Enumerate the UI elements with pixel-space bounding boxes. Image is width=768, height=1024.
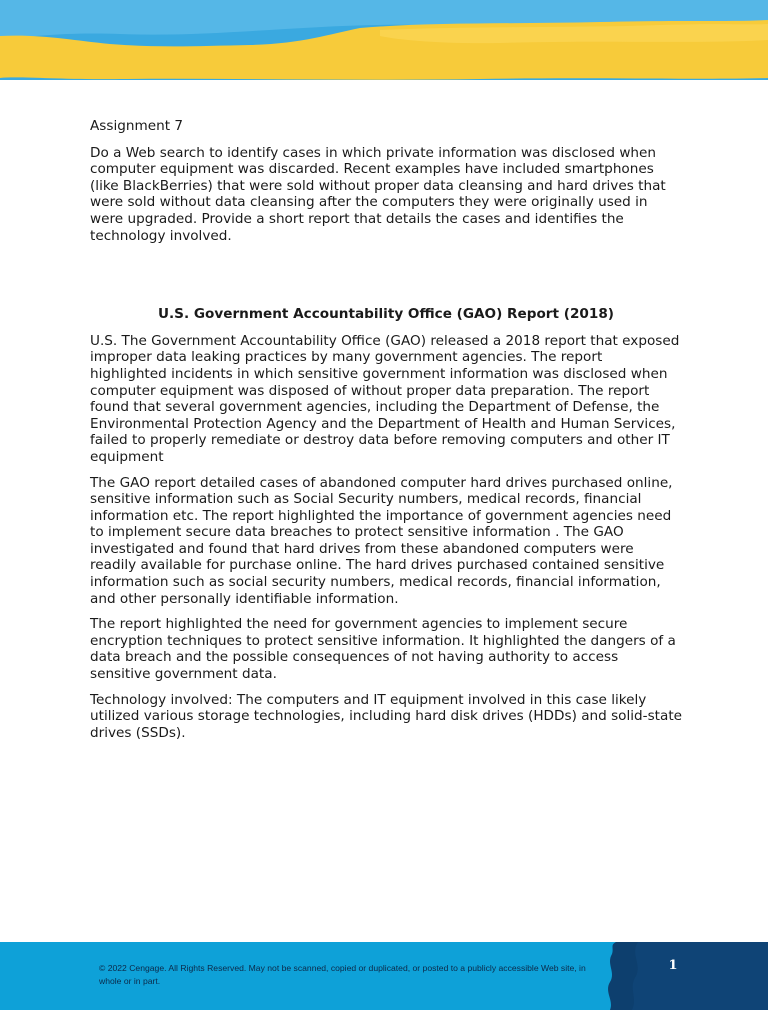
document-body (90, 118, 682, 750)
assignment-prompt: Do a Web search to identify cases in which private information was disclosed when computer equipment was discarded. Recent examples have included smartphones (like BlackBerries) that were sold without proper data cleansing and hard drives that were sold without data cleansing after the computers they were originally used in were upgraded. Provide a short report that details the cases and identifies the technology involved. (90, 144, 666, 244)
page-footer (0, 942, 768, 1010)
footer-dark-panel (598, 942, 768, 1010)
header-banner (0, 0, 768, 80)
footer-brush-graphic (598, 942, 768, 1010)
report-paragraph-3: The report highlighted the need for government agencies to implement secure encryption techniques to protect sensitive information. It highlighted the dangers of a data breach and the possible consequences of not having authority to access sensitive government data. (90, 616, 676, 683)
report-paragraph-4: Technology involved: The computers and IT equipment involved in this case likely utilized various storage technologies, including hard disk drives (HDDs) and solid-state drives (SSDs). (90, 691, 683, 741)
report-heading: U.S. Government Accountability Office (GAO) Report (2018) (157, 306, 614, 323)
footer-dark-texture (632, 942, 768, 1010)
section-spacer (90, 253, 682, 306)
page-number: 1 (668, 958, 678, 973)
copyright-notice: © 2022 Cengage. All Rights Reserved. May not be scanned, copied or duplicated, or posted to a publicly accessible Web site, in whole or in part. (99, 963, 586, 986)
report-paragraph-1: U.S. The Government Accountability Office (GAO) released a 2018 report that exposed improper data leaking practices by many government agencies. The report highlighted incidents in which sensitive government information was disclosed when computer equipment was disposed of without proper data preparation. The report found that several government agencies, including the Department of Defense, the Environmental Protection Agency and the Department of Health and Human Services, failed to properly remediate or destroy data before removing computers and other IT equipment (90, 332, 680, 465)
report-paragraph-2: The GAO report detailed cases of abandoned computer hard drives purchased online, sensitive information such as Social Security numbers, medical records, financial information etc. The report highlighted the importance of government agencies need to implement secure data breaches to protect sensitive information . The GAO investigated and found that hard drives from these abandoned computers were readily available for purchase online. The hard drives purchased contained sensitive information such as social security numbers, medical records, financial information, and other personally identifiable information. (90, 474, 673, 607)
painted-banner-graphic (0, 0, 768, 80)
assignment-title: Assignment 7 (90, 118, 184, 134)
